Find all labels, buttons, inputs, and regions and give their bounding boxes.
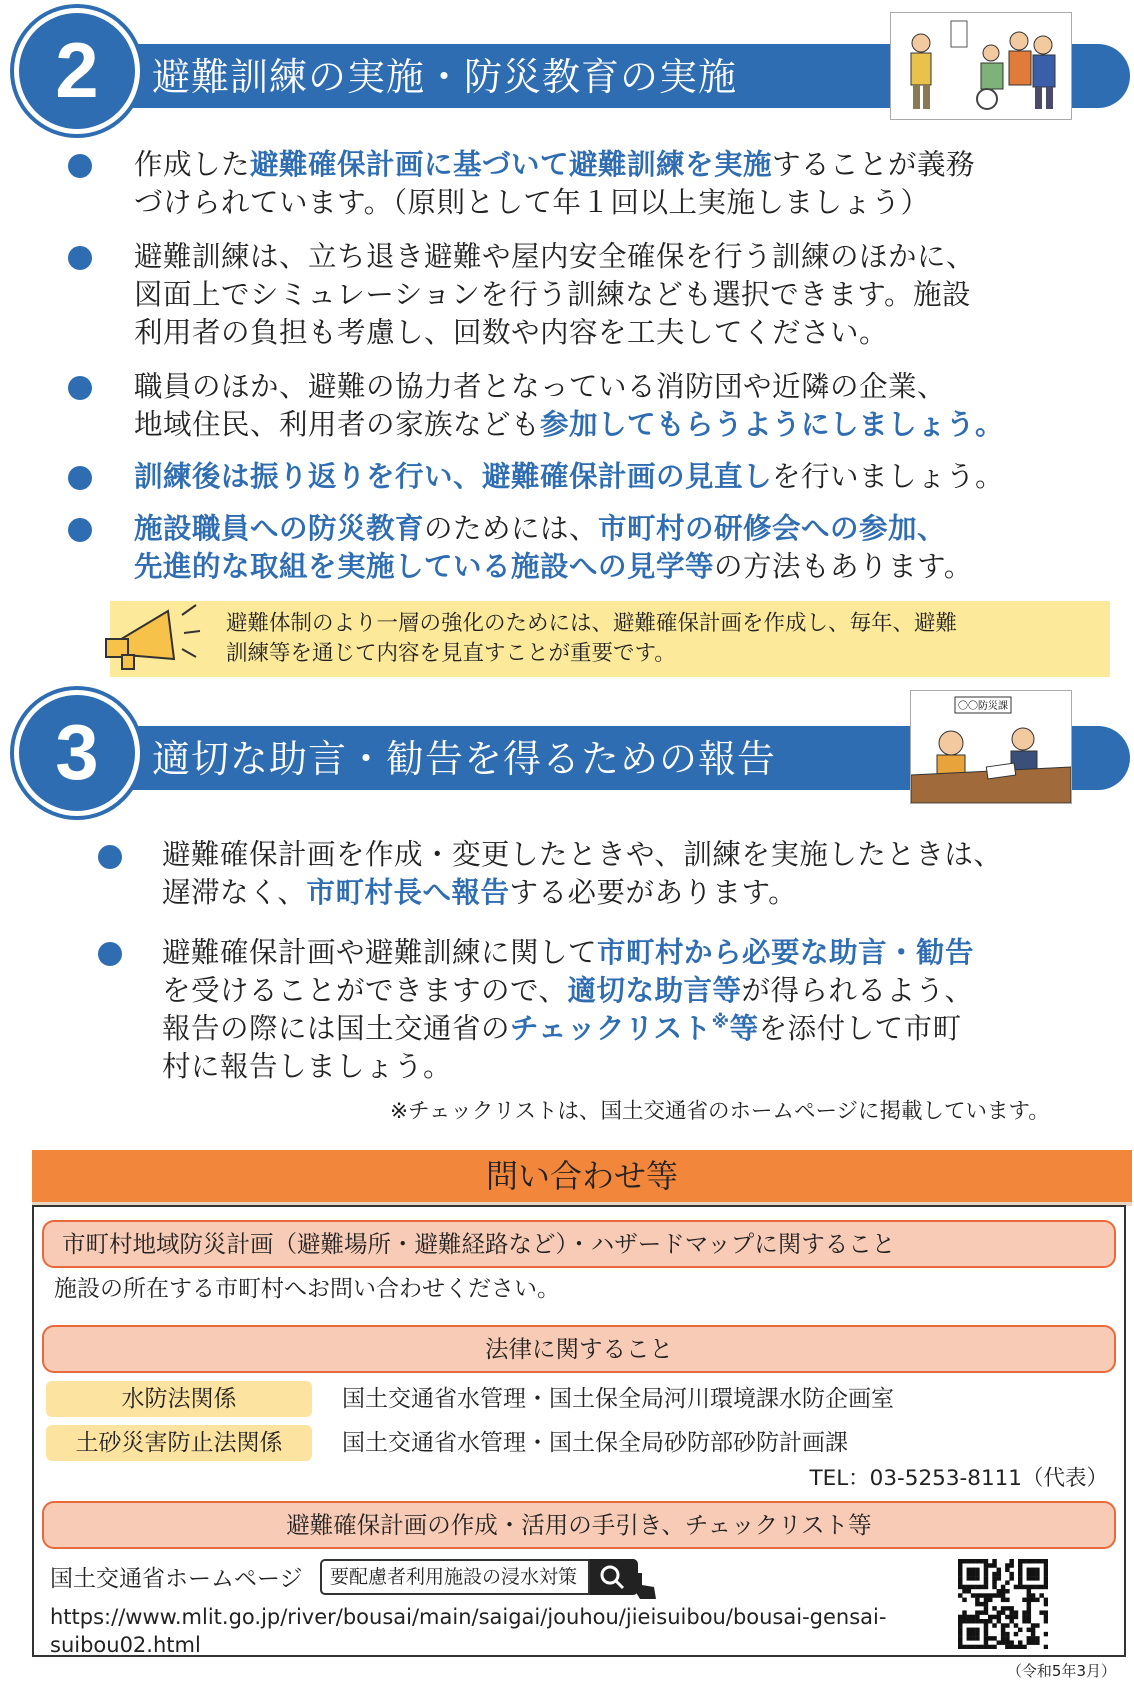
search-text: 要配慮者利用施設の浸水対策 bbox=[330, 1566, 578, 1588]
footnote-mark: ※ bbox=[711, 1011, 730, 1033]
highlight: 市町村の研修会への参加、 bbox=[598, 512, 947, 545]
s2-bullet-4 bbox=[134, 458, 1004, 496]
section-2-number: 2 bbox=[55, 26, 99, 114]
highlight: 避難確保計画に基づいて避難訓練を実施 bbox=[250, 148, 773, 181]
text: が得られるよう、 bbox=[741, 974, 974, 1007]
highlight: 施設職員への防災教育 bbox=[134, 512, 425, 545]
law2-text: 国土交通省水管理・国土保全局砂防部砂防計画課 bbox=[342, 1430, 848, 1456]
text: 避難訓練は、立ち退き避難や屋内安全確保を行う訓練のほかに、 bbox=[134, 240, 976, 273]
search-icon bbox=[590, 1559, 638, 1595]
bullet-dot bbox=[68, 466, 92, 490]
text: 村に報告しましょう。 bbox=[162, 1050, 453, 1083]
section-2-banner bbox=[14, 8, 1130, 116]
tel-number: TEL：03-5253-8111（代表） bbox=[809, 1466, 1108, 1491]
url-line-1[interactable]: https://www.mlit.go.jp/river/bousai/main/saigai/jouhou/jieisuibou/bousai-gensai- bbox=[50, 1605, 887, 1629]
megaphone-icon bbox=[96, 593, 206, 673]
text: 避難確保計画や避難訓練に関して bbox=[162, 936, 598, 969]
bullet-dot bbox=[68, 154, 92, 178]
note-box bbox=[110, 601, 1110, 677]
text: 作成した bbox=[134, 148, 251, 181]
section-2-title: 避難訓練の実施・防災教育の実施 bbox=[152, 55, 738, 99]
pill-guide: 避難確保計画の作成・活用の手引き、チェックリスト等 bbox=[42, 1501, 1116, 1549]
evacuation-illustration bbox=[890, 12, 1072, 120]
pill-law: 法律に関すること bbox=[42, 1325, 1116, 1373]
text: 利用者の負担も考慮し、回数や内容を工夫してください。 bbox=[134, 316, 889, 349]
highlight: 等 bbox=[729, 1012, 759, 1045]
text: する必要があります。 bbox=[509, 876, 798, 909]
text: 職員のほか、避難の協力者となっている消防団や近隣の企業、 bbox=[134, 370, 947, 403]
pointer-hand-icon bbox=[632, 1569, 662, 1603]
bullet-dot bbox=[68, 376, 92, 400]
s2-bullet-1 bbox=[134, 146, 975, 222]
issue-date: （令和5年3月） bbox=[1006, 1662, 1116, 1680]
section-3-number: 3 bbox=[55, 708, 99, 796]
text: の方法もあります。 bbox=[714, 550, 973, 583]
s2-bullet-2 bbox=[134, 238, 975, 352]
highlight: 適切な助言等 bbox=[567, 974, 742, 1007]
qr-code bbox=[958, 1559, 1048, 1649]
contact-box bbox=[32, 1205, 1126, 1657]
section-3-banner bbox=[14, 690, 1130, 798]
contact-header bbox=[32, 1150, 1132, 1206]
search-button[interactable] bbox=[590, 1559, 638, 1595]
highlight: 市町村から必要な助言・勧告 bbox=[597, 936, 975, 969]
footnote: ※チェックリストは、国土交通省のホームページに掲載しています。 bbox=[390, 1099, 1050, 1124]
text: を受けることができますので、 bbox=[162, 974, 568, 1007]
highlight: 参加してもらうようにしましょう。 bbox=[540, 408, 1005, 441]
section-3-title: 適切な助言・勧告を得るための報告 bbox=[152, 737, 777, 781]
highlight: 先進的な取組を実施している施設への見学等 bbox=[134, 550, 715, 583]
text: 報告の際には国土交通省の bbox=[162, 1012, 511, 1045]
text: 避難確保計画を作成・変更したときや、訓練を実施したときは、 bbox=[162, 838, 1003, 871]
reporting-illustration bbox=[910, 690, 1072, 804]
pill-municipal-plan: 市町村地域防災計画（避難場所・避難経路など）・ハザードマップに関すること bbox=[42, 1220, 1116, 1268]
text: 地域住民、利用者の家族なども bbox=[134, 408, 541, 441]
sign-text: 〇〇防災課 bbox=[958, 701, 1008, 712]
bullet-dot bbox=[98, 942, 122, 966]
text: 遅滞なく、 bbox=[162, 876, 307, 909]
municipal-contact-text: 施設の所在する市町村へお問い合わせください。 bbox=[54, 1276, 560, 1302]
s3-bullet-1 bbox=[162, 836, 1002, 912]
text: 図面上でシミュレーションを行う訓練なども選択できます。施設 bbox=[134, 278, 972, 311]
s3-bullet-2 bbox=[162, 934, 974, 1086]
text: を行いましょう。 bbox=[772, 460, 1005, 493]
note-text bbox=[226, 609, 957, 669]
bullet-dot bbox=[68, 518, 92, 542]
s2-bullet-5 bbox=[134, 510, 973, 586]
text: 避難体制のより一層の強化のためには、避難確保計画を作成し、毎年、避難 bbox=[226, 611, 958, 636]
highlight: チェックリスト bbox=[510, 1012, 712, 1045]
contact-title: 問い合わせ等 bbox=[485, 1157, 678, 1195]
text: のためには、 bbox=[424, 512, 599, 545]
bullet-dot bbox=[68, 246, 92, 270]
highlight: 訓練後は振り返りを行い、避難確保計画の見直し bbox=[134, 460, 773, 493]
text: 訓練等を通じて内容を見直すことが重要です。 bbox=[226, 641, 676, 666]
text: づけられています。（原則として年１回以上実施しましょう） bbox=[134, 186, 930, 219]
hp-label: 国土交通省ホームページ bbox=[50, 1566, 303, 1592]
bullet-dot bbox=[98, 845, 122, 869]
url-line-2[interactable]: suibou02.html bbox=[50, 1633, 201, 1657]
text: することが義務 bbox=[772, 148, 976, 181]
law1-text: 国土交通省水管理・国土保全局河川環境課水防企画室 bbox=[342, 1386, 894, 1412]
law1-label: 水防法関係 bbox=[46, 1381, 312, 1417]
text: を添付して市町 bbox=[758, 1012, 962, 1045]
url-text bbox=[50, 1603, 886, 1659]
search-box[interactable] bbox=[320, 1559, 590, 1595]
s2-bullet-3 bbox=[134, 368, 1004, 444]
highlight: 市町村長へ報告 bbox=[306, 876, 510, 909]
law2-label: 土砂災害防止法関係 bbox=[46, 1425, 312, 1461]
